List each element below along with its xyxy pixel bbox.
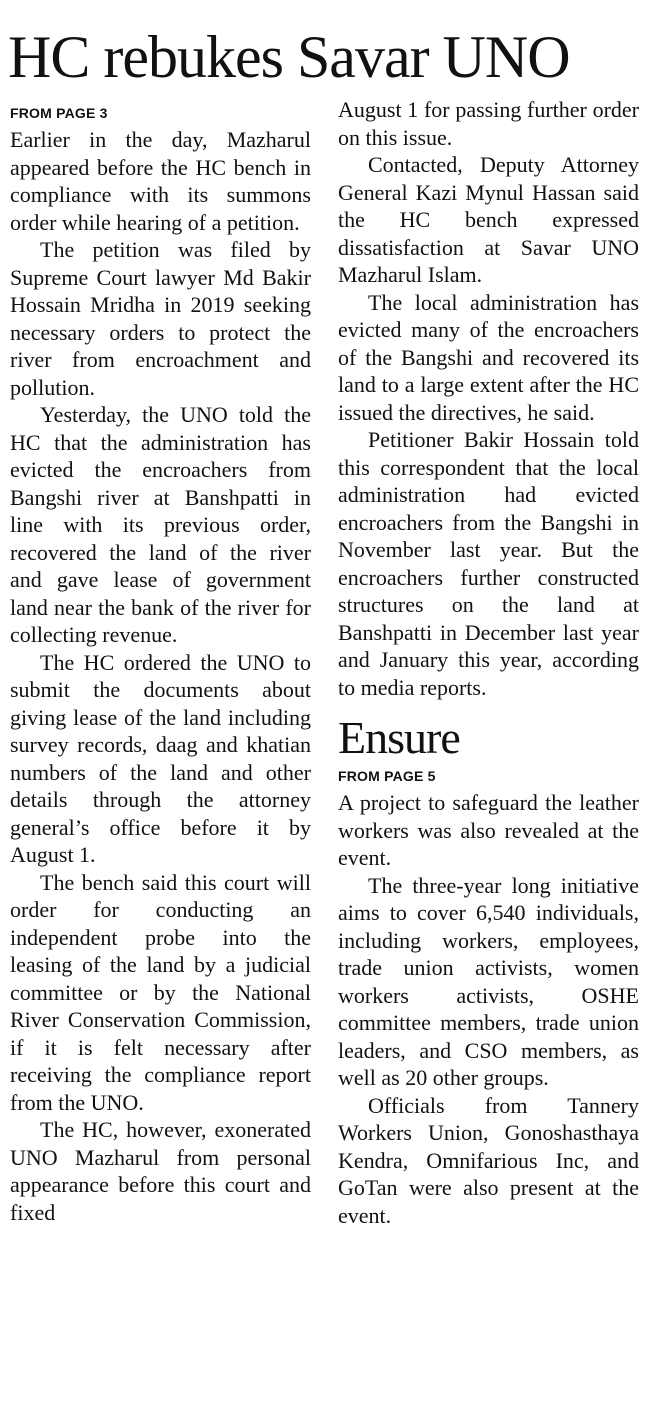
column-left	[10, 100, 311, 1226]
article1-paragraph: Earlier in the day, Mazharul appeared before the HC bench in compliance with its summons order while hearing of a petition.	[10, 127, 311, 235]
article1-paragraph: The local administration has evicted many of the encroachers of the Bangshi and recovered its land to a large extent after the HC issued the directives, he said.	[338, 289, 639, 425]
article1-paragraph: Contacted, Deputy Attorney General Kazi Mynul Hassan said the HC bench expressed dissatisfaction at Savar UNO Mazharul Islam.	[338, 152, 639, 287]
column-right	[338, 96, 639, 1229]
article2-paragraph: Officials from Tannery Workers Union, Gonoshasthaya Kendra, Omnifarious Inc, and GoTan were also present at the event.	[338, 1092, 639, 1228]
article1-paragraph: The HC ordered the UNO to submit the documents about giving lease of the land including survey records, daag and khatian numbers of the land and other details through the attorney general’s office before it by August 1.	[10, 649, 311, 867]
kicker-from-page-5: FROM PAGE 5	[338, 768, 436, 784]
article1-paragraph: The petition was filed by Supreme Court lawyer Md Bakir Hossain Mridha in 2019 seeking necessary orders to protect the river from encroachment and pollution.	[10, 237, 311, 400]
article1-paragraph: Petitioner Bakir Hossain told this correspondent that the local administration had evicted encroachers from the Bangshi in November last year. But the encroachers further constructed structures on the land at Banshpatti in December last year and January this year, according to media reports.	[338, 427, 639, 700]
article2-paragraph: The three-year long initiative aims to cover 6,540 individuals, including workers, employees, trade union activists, women workers activists, OSHE committee members, trade union leaders, and CSO members, as well as 20 other groups.	[338, 872, 639, 1090]
article1-paragraph: Yesterday, the UNO told the HC that the administration has evicted the encroachers from Bangshi river at Banshpatti in line with its previous order, recovered the land of the river and gave lease of government land near the bank of the river for collecting revenue.	[10, 402, 311, 647]
headline-ensure: Ensure	[338, 712, 460, 763]
kicker-from-page-3: FROM PAGE 3	[10, 105, 108, 121]
headline-hc-rebukes: HC rebukes Savar UNO	[8, 24, 570, 90]
article1-paragraph-continued: August 1 for passing further order on this issue.	[338, 97, 639, 150]
article1-paragraph: The HC, however, exonerated UNO Mazharul from personal appearance before this court and fixed	[10, 1117, 311, 1225]
article2-paragraph: A project to safeguard the leather workers was also revealed at the event.	[338, 790, 639, 870]
article1-paragraph: The bench said this court will order for conducting an independent probe into the leasing of the land by a judicial committee or by the National River Conservation Commission, if it is felt necessary after receiving the compliance report from the UNO.	[10, 869, 311, 1115]
